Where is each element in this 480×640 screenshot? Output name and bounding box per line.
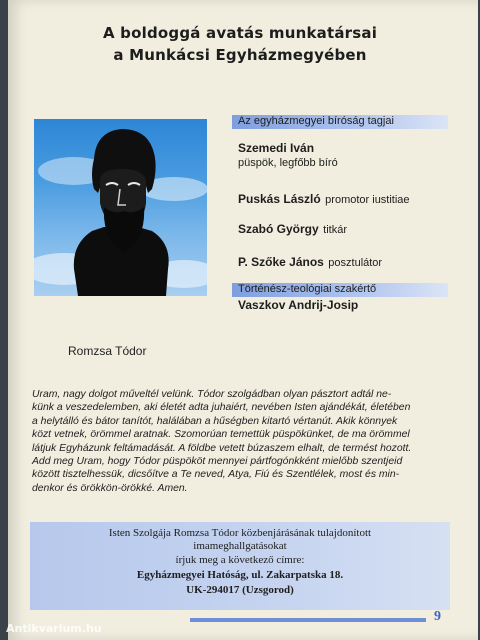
prayer-line: Uram, nagy dolgot műveltél velünk. Tódor szolgádban olyan pásztort adtál ne- xyxy=(32,389,392,400)
watermark: Antikvarium.hu xyxy=(6,622,102,635)
court-member-name: P. Szőke János xyxy=(238,255,324,269)
page-title-line-1: A boldoggá avatás munkatársai xyxy=(102,24,378,42)
court-member-role: posztulátor xyxy=(328,257,383,269)
notice-line: Isten Szolgája Romzsa Tódor közbenjárásának tulajdonított xyxy=(108,527,372,539)
prayer-line: denkor és örökkön-örökké. Amen. xyxy=(32,482,188,494)
expert-section-label: Történész-teológiai szakértő xyxy=(238,283,377,295)
portrait-caption: Romzsa Tódor xyxy=(68,344,147,358)
court-member xyxy=(238,253,382,271)
prayer-text xyxy=(32,388,450,495)
notice-address: Egyházmegyei Hatóság, ul. Zakarpatska 18. xyxy=(136,569,344,581)
page-title-line-2: a Munkácsi Egyházmegyében xyxy=(113,46,367,64)
court-member xyxy=(238,190,410,208)
court-member-role: titkár xyxy=(323,224,347,236)
prayer-line: látjuk Egyházunk feltámadását. A földbe vetett búzaszem elhalt, de termést hozott. xyxy=(32,442,412,454)
court-member-name: Szemedi Iván xyxy=(238,141,315,155)
court-member-name: Puskás László xyxy=(238,192,321,206)
prayer-line: künk a veszedelemben, aki életét adta juhaiért, nevében Isten ajándékát, életében xyxy=(32,402,411,414)
notice-line: imameghallgatásokat xyxy=(193,540,287,552)
court-member-name: Szabó György xyxy=(238,222,319,236)
portrait-image xyxy=(34,119,207,296)
court-member-role: püspök, legfőbb bíró xyxy=(238,157,338,169)
page-number: 9 xyxy=(434,609,441,624)
prayer-line: között tisztelhessük, dicsőítve a Te neved, Atya, Fiú és Szentlélek, most és min- xyxy=(32,469,400,481)
notice-box xyxy=(30,522,450,610)
prayer-line: közt vetnek, örömmel aratnak. Szomorúan temettük püspökünket, de ma örömmel xyxy=(32,429,410,441)
court-member xyxy=(238,220,347,238)
footer-bar xyxy=(190,618,426,622)
court-section-label: Az egyházmegyei bíróság tagjai xyxy=(238,115,394,127)
notice-line: írjuk meg a következő címre: xyxy=(175,554,305,566)
court-member-role: promotor iustitiae xyxy=(325,194,410,206)
expert-name: Vaszkov Andrij-Josip xyxy=(238,298,359,312)
prayer-line: a helytálló és bátor tanítót, halálában a hűségben kitartó vértanút. Akik könnyek xyxy=(32,415,398,427)
prayer-line: Add meg Uram, hogy Tódor püspököt mennyei pártfogónkként mielőbb szentjeid xyxy=(32,456,403,468)
notice-postcode: UK-294017 (Uzsgorod) xyxy=(186,584,294,596)
